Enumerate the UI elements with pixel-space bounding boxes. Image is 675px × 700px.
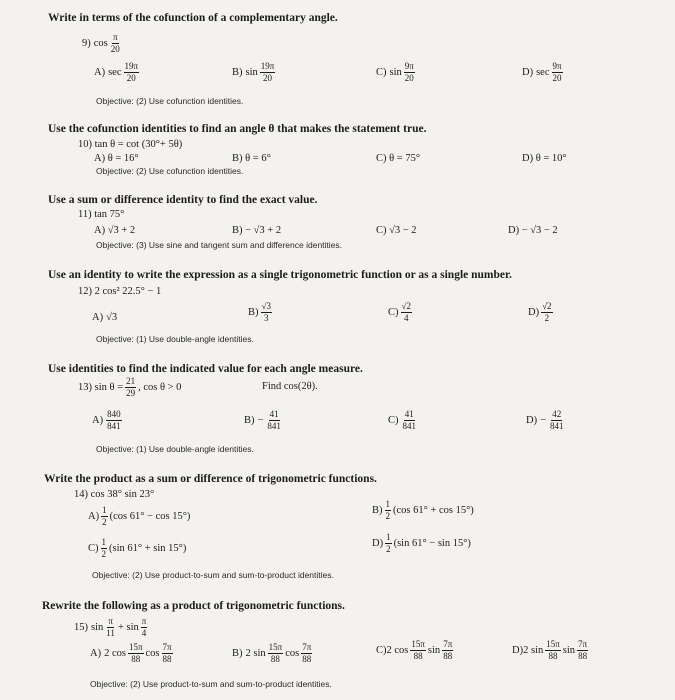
choice-function: sec bbox=[108, 67, 122, 78]
fraction-denominator: 841 bbox=[107, 421, 121, 431]
choice-14-d[interactable] bbox=[372, 533, 471, 554]
fraction-denominator: 20 bbox=[404, 73, 414, 83]
fraction-denominator: 2 bbox=[385, 511, 390, 521]
choice-13-d[interactable] bbox=[526, 410, 567, 431]
fraction-denominator: 20 bbox=[110, 44, 120, 54]
choice-letter: D) bbox=[522, 67, 534, 78]
question-9 bbox=[82, 33, 123, 54]
choice-letter: D) bbox=[528, 307, 540, 318]
choice-function: cos bbox=[145, 648, 160, 659]
fraction-denominator: 88 bbox=[578, 651, 588, 661]
question-plus-function: + sin bbox=[117, 622, 139, 633]
choice-12-c[interactable] bbox=[388, 302, 414, 323]
fraction-denominator: 841 bbox=[550, 421, 564, 431]
choice-9-b[interactable] bbox=[232, 62, 277, 83]
question-15 bbox=[74, 617, 149, 638]
choice-12-b[interactable] bbox=[248, 302, 274, 323]
section-heading-14: Write the product as a sum or difference of trigonometric functions. bbox=[44, 473, 377, 485]
choice-13-a[interactable] bbox=[92, 410, 124, 431]
choice-letter: D) bbox=[526, 415, 538, 426]
question-function: cos bbox=[93, 38, 108, 49]
fraction-denominator: 2 bbox=[101, 549, 106, 559]
fraction-denominator: 4 bbox=[141, 628, 147, 638]
choice-fraction bbox=[552, 62, 563, 83]
fraction-numerator: 15π bbox=[128, 642, 143, 652]
choice-letter: A) bbox=[92, 415, 104, 426]
section-heading-12: Use an identity to write the expression as a single trigonometric function or as a single number. bbox=[48, 269, 512, 281]
objective-9: Objective: (2) Use cofunction identities. bbox=[96, 96, 244, 106]
choice-function: sin bbox=[427, 645, 441, 656]
fraction-numerator: 42 bbox=[552, 409, 562, 419]
choice-fraction bbox=[124, 62, 140, 83]
choice-letter: A) bbox=[88, 511, 100, 522]
objective-12: Objective: (1) Use double-angle identities. bbox=[96, 334, 254, 344]
fraction-numerator: 7π bbox=[578, 639, 588, 649]
choice-letter: A) bbox=[94, 67, 106, 78]
fraction-denominator: 20 bbox=[126, 73, 136, 83]
half-fraction bbox=[385, 533, 392, 554]
question-prefix: 13) sin θ = bbox=[78, 382, 124, 393]
choice-12-a[interactable] bbox=[92, 312, 117, 323]
choice-function: sin bbox=[245, 67, 258, 78]
objective-15: Objective: (2) Use product-to-sum and sum-to-product identities. bbox=[90, 679, 332, 689]
choice-fraction bbox=[410, 640, 426, 661]
choice-letter: C) bbox=[388, 307, 399, 318]
choice-11-d[interactable]: D) − √3 − 2 bbox=[508, 225, 558, 236]
objective-11: Objective: (3) Use sine and tangent sum and difference identities. bbox=[96, 240, 343, 250]
question-14: 14) cos 38° sin 23° bbox=[74, 489, 155, 500]
choice-function: cos bbox=[285, 648, 300, 659]
fraction-numerator: 1 bbox=[102, 505, 107, 515]
objective-14: Objective: (2) Use product-to-sum and sum-to-product identities. bbox=[92, 570, 334, 580]
choice-expression: (sin 61° + sin 15°) bbox=[109, 543, 187, 554]
choice-12-d[interactable] bbox=[528, 302, 555, 323]
fraction-numerator: √3 bbox=[261, 301, 271, 311]
choice-15-b[interactable] bbox=[232, 643, 314, 664]
fraction-denominator: 88 bbox=[131, 654, 141, 664]
fraction-numerator: 7π bbox=[443, 639, 453, 649]
choice-14-c[interactable] bbox=[88, 538, 186, 559]
fraction-numerator: 19π bbox=[124, 61, 139, 71]
fraction-denominator: 2 bbox=[102, 517, 107, 527]
question-11: 11) tan 75° bbox=[78, 209, 125, 220]
choice-14-b[interactable] bbox=[372, 500, 474, 521]
section-heading-10: Use the cofunction identities to find an angle θ that makes the statement true. bbox=[48, 123, 427, 135]
fraction-numerator: 41 bbox=[404, 409, 414, 419]
fraction-denominator: 29 bbox=[126, 388, 136, 398]
question-function: sin bbox=[91, 622, 104, 633]
choice-13-b[interactable] bbox=[244, 410, 284, 431]
fraction-numerator: √2 bbox=[401, 301, 411, 311]
choice-9-a[interactable] bbox=[94, 62, 141, 83]
choice-sign: − bbox=[540, 415, 547, 426]
choice-letter: C) bbox=[376, 67, 387, 78]
choice-lead: 2 cos bbox=[104, 648, 126, 659]
question-10: 10) tan θ = cot (30°+ 5θ) bbox=[78, 139, 183, 150]
choice-10-a[interactable]: A) θ = 16° bbox=[94, 153, 139, 164]
choice-letter: A) bbox=[90, 648, 102, 659]
choice-fraction bbox=[404, 62, 415, 83]
fraction-numerator: 15π bbox=[268, 642, 283, 652]
choice-function: sin bbox=[389, 67, 402, 78]
fraction-denominator: 2 bbox=[386, 544, 391, 554]
question-number: 15) bbox=[74, 622, 88, 633]
half-fraction bbox=[101, 538, 108, 559]
choice-13-c[interactable] bbox=[388, 410, 419, 431]
question-fraction bbox=[105, 617, 116, 638]
fraction-denominator: 20 bbox=[263, 73, 273, 83]
section-heading-11: Use a sum or difference identity to find the exact value. bbox=[48, 194, 318, 206]
fraction-numerator: 1 bbox=[101, 537, 106, 547]
choice-11-c[interactable]: C) √3 − 2 bbox=[376, 225, 417, 236]
fraction-numerator: 7π bbox=[302, 642, 312, 652]
fraction-denominator: 2 bbox=[544, 313, 550, 323]
fraction-numerator: π bbox=[112, 32, 118, 42]
choice-fraction bbox=[541, 302, 552, 323]
choice-letter: B) bbox=[244, 415, 255, 426]
fraction-numerator: 21 bbox=[126, 376, 136, 386]
choice-11-b[interactable]: B) − √3 + 2 bbox=[232, 225, 282, 236]
fraction-denominator: 88 bbox=[443, 651, 453, 661]
fraction-denominator: 88 bbox=[162, 654, 172, 664]
choice-fraction bbox=[128, 643, 144, 664]
fraction-denominator: 3 bbox=[263, 313, 269, 323]
choice-letter: B) bbox=[232, 648, 243, 659]
choice-fraction bbox=[442, 640, 453, 661]
choice-lead: 2 sin bbox=[523, 645, 544, 656]
question-fraction bbox=[110, 33, 121, 54]
choice-fraction bbox=[301, 643, 312, 664]
fraction-numerator: π bbox=[141, 616, 147, 626]
fraction-numerator: 15π bbox=[546, 639, 560, 649]
choice-fraction bbox=[401, 302, 412, 323]
question-fraction bbox=[141, 617, 148, 638]
fraction-numerator: 19π bbox=[260, 61, 275, 71]
fraction-denominator: 88 bbox=[302, 654, 312, 664]
choice-function: sec bbox=[536, 67, 550, 78]
question-12: 12) 2 cos² 22.5° − 1 bbox=[78, 286, 162, 297]
fraction-denominator: 88 bbox=[413, 651, 423, 661]
section-heading-9: Write in terms of the cofunction of a complementary angle. bbox=[48, 12, 338, 24]
fraction-denominator: 88 bbox=[270, 654, 280, 664]
choice-fraction bbox=[260, 62, 276, 83]
choice-letter: C) bbox=[388, 415, 399, 426]
choice-fraction bbox=[106, 410, 122, 431]
choice-fraction bbox=[162, 643, 173, 664]
fraction-numerator: 1 bbox=[386, 532, 391, 542]
choice-fraction bbox=[266, 410, 282, 431]
choice-fraction bbox=[549, 410, 565, 431]
choice-9-c[interactable] bbox=[376, 62, 417, 83]
choice-sign: − bbox=[257, 415, 264, 426]
half-fraction bbox=[385, 500, 392, 521]
fraction-numerator: 9π bbox=[404, 61, 414, 71]
choice-expression: (cos 61° − cos 15°) bbox=[109, 511, 191, 522]
choice-letter: D) bbox=[372, 538, 384, 549]
fraction-denominator: 88 bbox=[548, 651, 558, 661]
question-13-find: Find cos(2θ). bbox=[262, 381, 318, 392]
fraction-denominator: 841 bbox=[402, 421, 416, 431]
choice-lead: 2 sin bbox=[245, 648, 266, 659]
choice-10-b[interactable]: B) θ = 6° bbox=[232, 153, 271, 164]
choice-value: √3 bbox=[106, 312, 118, 323]
choice-9-d[interactable] bbox=[522, 62, 565, 83]
half-fraction bbox=[101, 506, 108, 527]
question-condition: , cos θ > 0 bbox=[138, 382, 182, 393]
fraction-numerator: 15π bbox=[411, 639, 425, 649]
fraction-numerator: 9π bbox=[552, 61, 562, 71]
fraction-denominator: 20 bbox=[552, 73, 562, 83]
choice-letter: C) bbox=[88, 543, 99, 554]
objective-13: Objective: (1) Use double-angle identities. bbox=[96, 444, 254, 454]
question-13 bbox=[78, 377, 181, 398]
choice-letter: B) bbox=[248, 307, 259, 318]
objective-10: Objective: (2) Use cofunction identities. bbox=[96, 166, 244, 176]
fraction-numerator: √2 bbox=[542, 301, 552, 311]
fraction-numerator: 7π bbox=[162, 642, 172, 652]
fraction-denominator: 11 bbox=[106, 628, 115, 638]
fraction-denominator: 841 bbox=[267, 421, 281, 431]
choice-letter: C) bbox=[376, 645, 387, 656]
choice-15-d[interactable] bbox=[512, 640, 590, 661]
choice-10-d[interactable]: D) θ = 10° bbox=[522, 153, 567, 164]
fraction-numerator: π bbox=[108, 616, 113, 626]
choice-14-a[interactable] bbox=[88, 506, 190, 527]
choice-15-c[interactable] bbox=[376, 640, 455, 661]
section-heading-15: Rewrite the following as a product of trigonometric functions. bbox=[42, 600, 345, 612]
fraction-numerator: 41 bbox=[269, 409, 279, 419]
choice-fraction bbox=[402, 410, 418, 431]
choice-11-a[interactable]: A) √3 + 2 bbox=[94, 225, 136, 236]
fraction-numerator: 840 bbox=[107, 409, 121, 419]
choice-10-c[interactable]: C) θ = 75° bbox=[376, 153, 421, 164]
choice-expression: (cos 61° + cos 15°) bbox=[393, 505, 474, 516]
choice-fraction bbox=[577, 640, 588, 661]
choice-letter: A) bbox=[92, 312, 104, 323]
choice-fraction bbox=[268, 643, 284, 664]
choice-letter: B) bbox=[232, 67, 243, 78]
choice-expression: (sin 61° − sin 15°) bbox=[393, 538, 471, 549]
choice-letter: B) bbox=[372, 505, 383, 516]
fraction-denominator: 4 bbox=[403, 313, 409, 323]
section-heading-13: Use identities to find the indicated value for each angle measure. bbox=[48, 363, 363, 375]
choice-fraction bbox=[261, 302, 272, 323]
choice-function: sin bbox=[562, 645, 576, 656]
choice-lead: 2 cos bbox=[386, 645, 409, 656]
question-fraction bbox=[125, 377, 136, 398]
choice-letter: D) bbox=[512, 645, 524, 656]
choice-15-a[interactable] bbox=[90, 643, 175, 664]
question-number: 9) bbox=[82, 38, 91, 49]
choice-fraction bbox=[545, 640, 561, 661]
fraction-numerator: 1 bbox=[385, 499, 390, 509]
